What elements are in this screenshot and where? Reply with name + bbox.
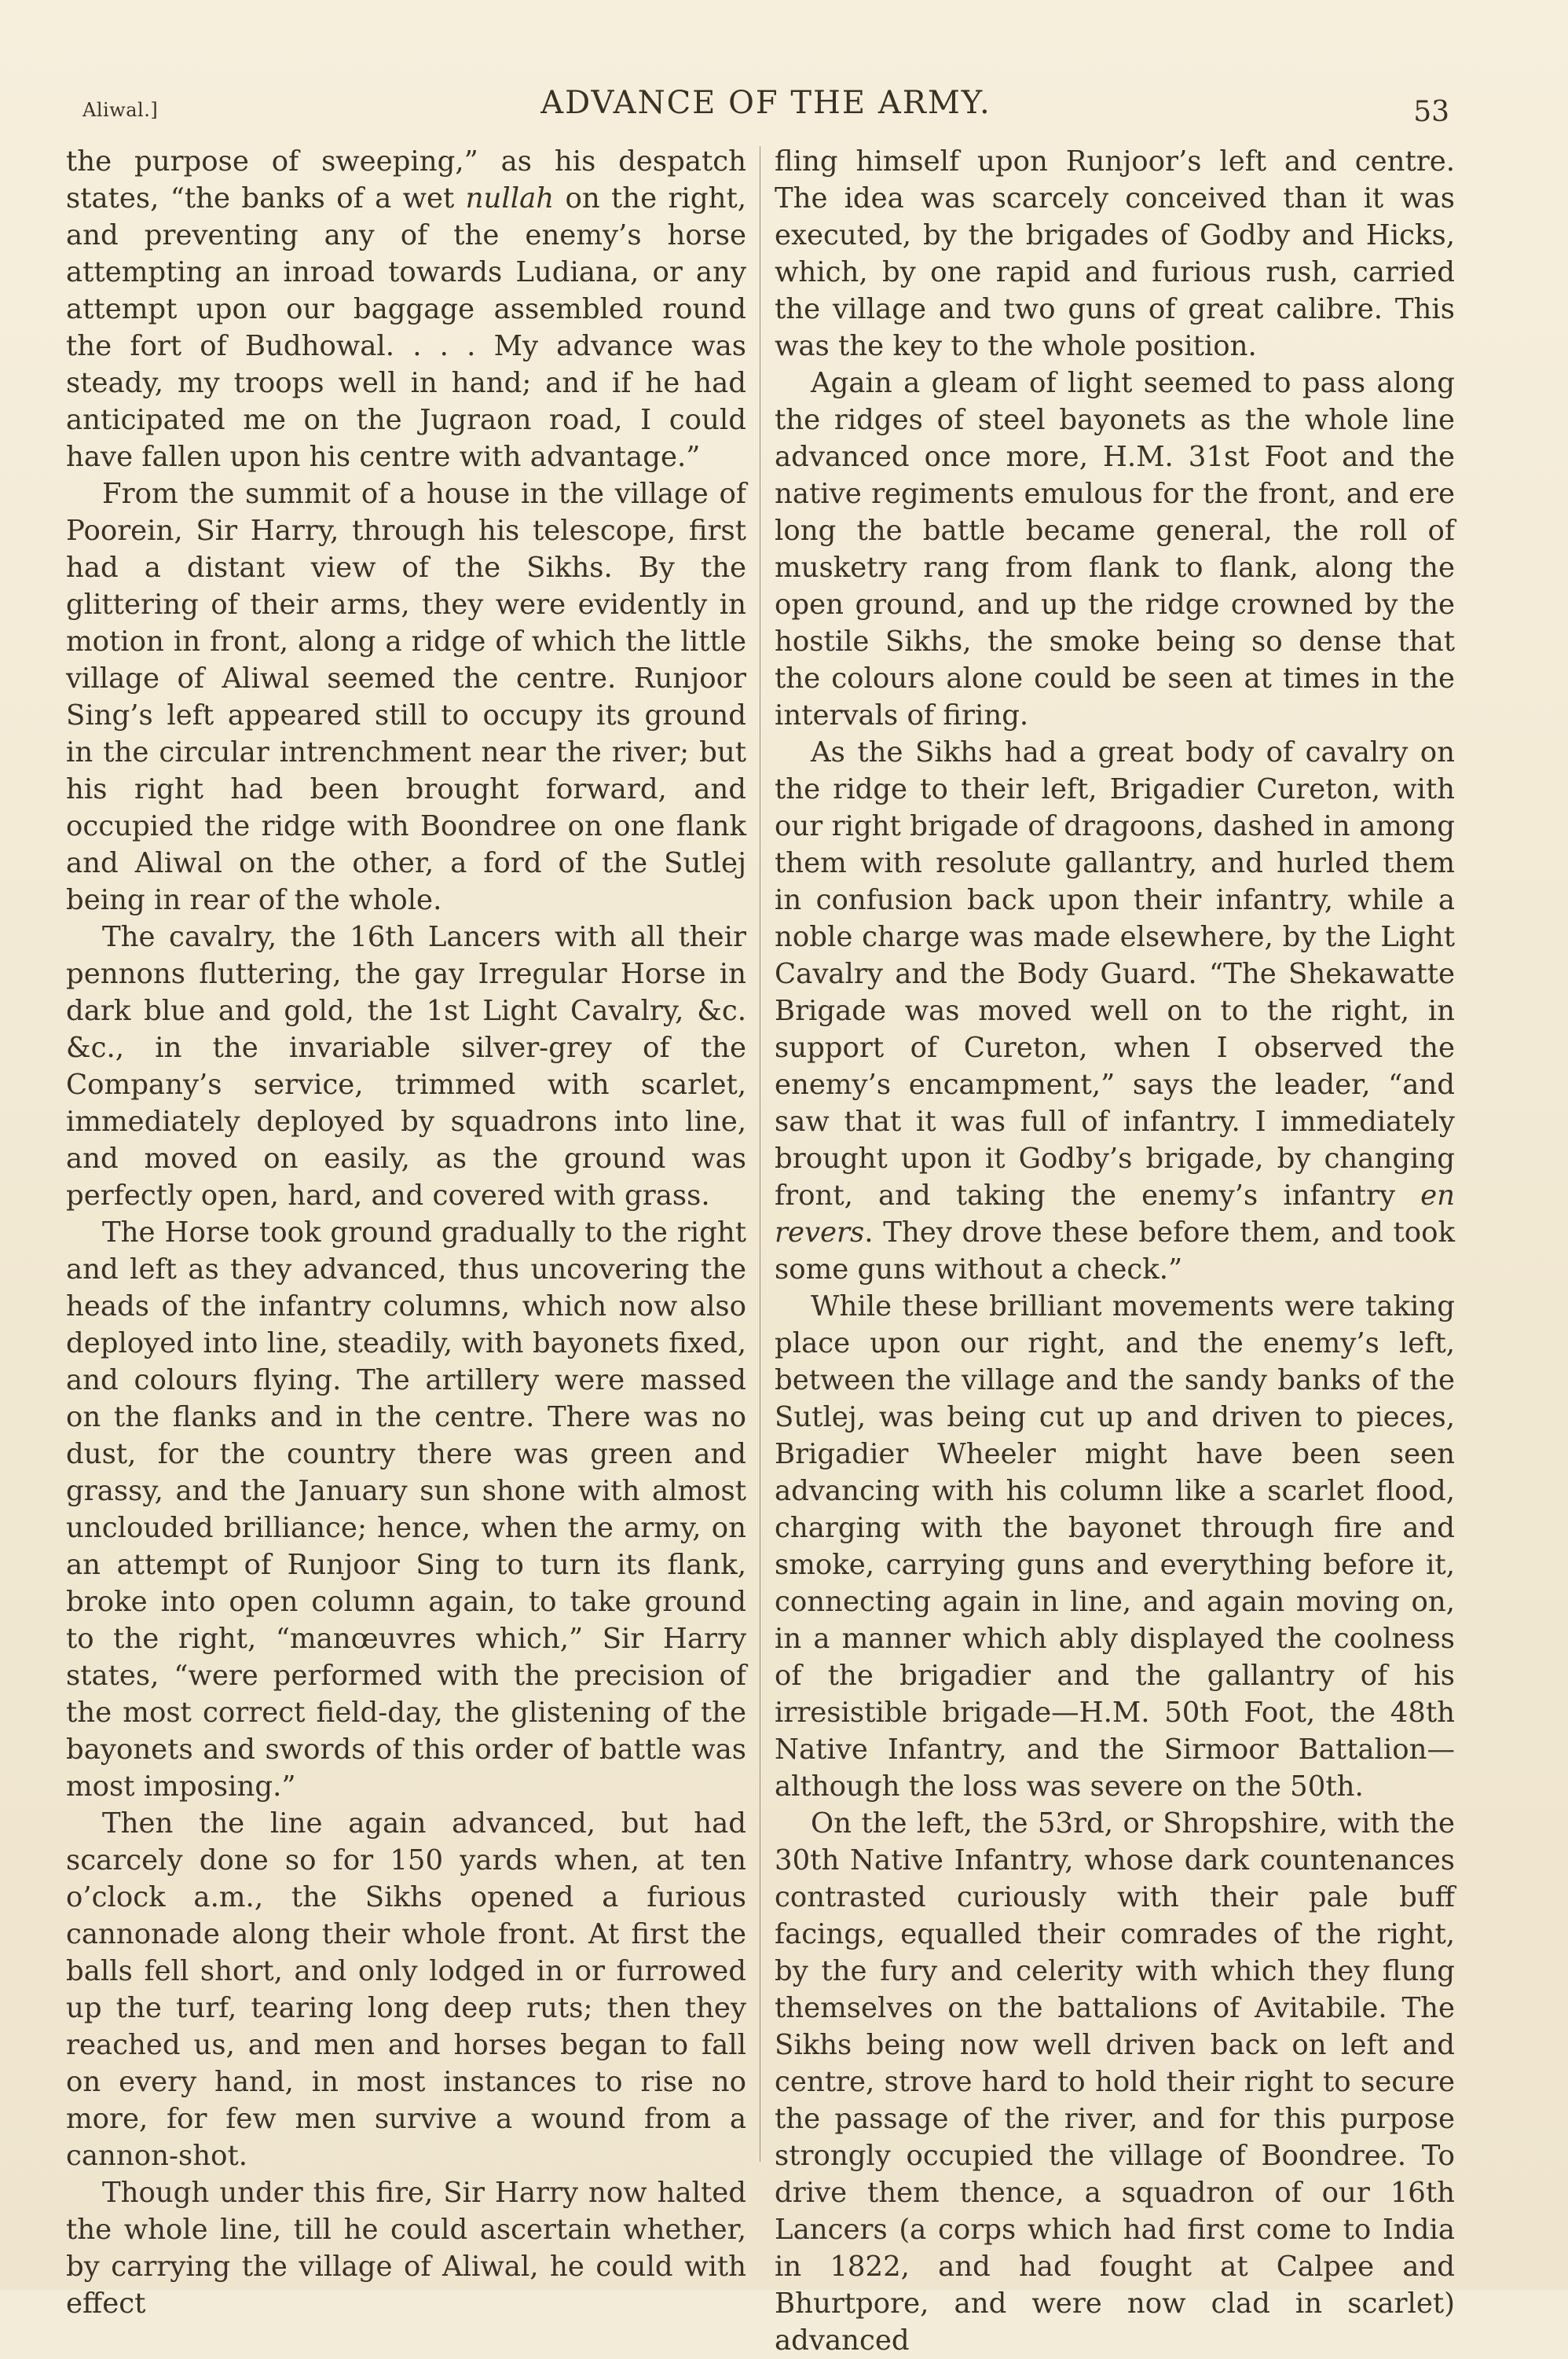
text-run: on the right, and preventing any of the enemy’s horse attempting an inroad towards Ludiana, or any attempt upon our baggage assembled round the fort of Budhowal. . . . My advance was steady, my troops well in hand; and if he had anticipated me on the Jugraon road, I could have fallen upon his centre with advantage.”: [66, 182, 746, 473]
running-head: [82, 82, 1449, 129]
paragraph: The cavalry, the 16th Lancers with all their pennons fluttering, the gay Irregular Horse in dark blue and gold, the 1st Light Cavalry, &c. &c., in the invariable silver-grey of the Company’s service, trimmed with scarlet, immediately deployed by squadrons into line, and moved on easily, as the ground was perfectly open, hard, and covered with grass.: [66, 921, 746, 1212]
italic-term: nullah: [465, 182, 555, 215]
paragraph: [775, 734, 1455, 1288]
italic-term: en revers: [775, 1180, 1455, 1249]
paragraph: From the summit of a house in the village of Poorein, Sir Harry, through his telescope, first had a distant view of the Sikhs. By the glittering of their arms, they were evidently in motion in front, along a ridge of which the little village of Aliwal seemed the centre. Runjoor Sing’s left appeared still to occupy its ground in the circular intrenchment near the river; but his right had been brought forward, and occupied the ridge with Boondree on one flank and Aliwal on the other, a ford of the Sutlej being in rear of the whole.: [66, 478, 746, 916]
text-run: . They drove these before them, and took some guns without a check.”: [775, 1216, 1455, 1286]
paragraph: While these brilliant movements were taking place upon our right, and the enemy’s left, between the village and the sandy banks of the Sutlej, was being cut up and driven to pieces, Brigadier Wheeler might have been seen advancing with his column like a scarlet flood, charging with the bayonet through fire and smoke, carrying guns and everything before it, connecting again in line, and again moving on, in a manner which ably displayed the coolness of the brigadier and the gallantry of his irresistible brigade—H.M. 50th Foot, the 48th Native Infantry, and the Sirmoor Battalion—although the loss was severe on the 50th.: [775, 1290, 1455, 1803]
paragraph: [66, 143, 746, 475]
text-columns: [66, 143, 1455, 2357]
text-run: As the Sikhs had a great body of cavalry on the ridge to their left, Brigadier Cureton, with our right brigade of dragoons, dashed in among them with resolute gallantry, and hurled them in confusion back upon their infantry, while a noble charge was made elsewhere, by the Light Cavalry and the Body Guard. “The Shekawatte Brigade was moved well on to the right, in support of Cureton, when I observed the enemy’s encampment,” says the leader, “and saw that it was full of infantry. I immediately brought upon it Godby’s brigade, by changing front, and taking the enemy’s infantry: [775, 736, 1455, 1212]
paragraph: Though under this fire, Sir Harry now halted the whole line, till he could ascertain whether, by carrying the village of Aliwal, he could with effect: [66, 2177, 746, 2320]
paragraph: On the left, the 53rd, or Shropshire, with the 30th Native Infantry, whose dark countenances contrasted curiously with their pale buff facings, equalled their comrades of the right, by the fury and celerity with which they flung themselves on the battalions of Avitabile. The Sikhs being now well driven back on left and centre, strove hard to hold their right to secure the passage of the river, and for this purpose strongly occupied the village of Boondree. To drive them thence, a squadron of our 16th Lancers (a corps which had first come to India in 1822, and had fought at Calpee and Bhurtpore, and were now clad in scarlet) advanced: [775, 1807, 1455, 2357]
paragraph: Again a gleam of light seemed to pass along the ridges of steel bayonets as the whole line advanced once more, H.M. 31st Foot and the native regiments emulous for the front, and ere long the battle became general, the roll of musketry rang from flank to flank, along the open ground, and up the ridge crowned by the hostile Sikhs, the smoke being so dense that the colours alone could be seen at times in the intervals of firing.: [775, 367, 1455, 732]
right-column: [775, 143, 1455, 2359]
left-column: [66, 143, 746, 2322]
paragraph: Then the line again advanced, but had scarcely done so for 150 yards when, at ten o’clock a.m., the Sikhs opened a furious cannonade along their whole front. At first the balls fell short, and only lodged in or furrowed up the turf, tearing long deep ruts; then they reached us, and men and horses began to fall on every hand, in most instances to rise no more, for few men survive a wound from a cannon-shot.: [66, 1807, 746, 2172]
section-label: Aliwal.]: [82, 99, 159, 121]
page-number: 53: [1413, 96, 1449, 128]
paragraph: fling himself upon Runjoor’s left and centre. The idea was scarcely conceived than it was executed, by the brigades of Godby and Hicks, which, by one rapid and furious rush, carried the village and two guns of great calibre. This was the key to the whole position.: [775, 145, 1455, 362]
text-run: the purpose of sweeping,” as his despatch states, “the banks of a wet: [66, 145, 746, 215]
page-title: ADVANCE OF THE ARMY.: [540, 85, 991, 121]
paragraph: The Horse took ground gradually to the right and left as they advanced, thus uncovering the heads of the infantry columns, which now also deployed into line, steadily, with bayonets fixed, and colours flying. The artillery were massed on the flanks and in the centre. There was no dust, for the country there was green and grassy, and the January sun shone with almost unclouded brilliance; hence, when the army, on an attempt of Runjoor Sing to turn its flank, broke into open column again, to take ground to the right, “manœuvres which,” Sir Harry states, “were performed with the precision of the most correct field-day, the glistening of the bayonets and swords of this order of battle was most imposing.”: [66, 1216, 746, 1803]
